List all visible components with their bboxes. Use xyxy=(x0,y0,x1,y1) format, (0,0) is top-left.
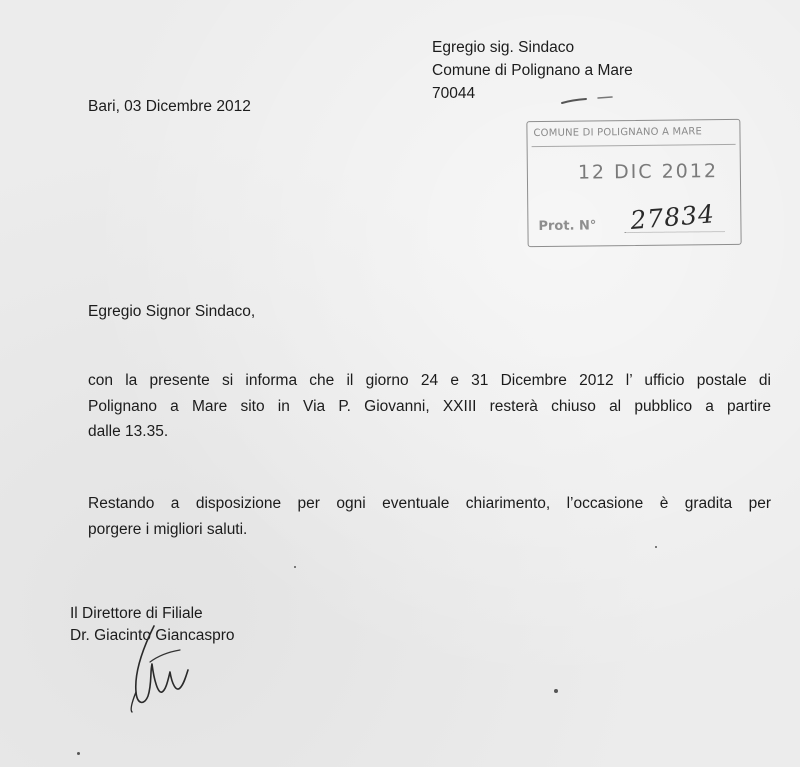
recipient-line-2: Comune di Polignano a Mare xyxy=(432,62,633,79)
stamp-date: 12 DIC 2012 xyxy=(577,160,719,184)
stamp-divider xyxy=(532,144,736,147)
recipient-postcode: 70044 xyxy=(432,85,476,102)
body-paragraph-1-line-2: Polignano a Mare sito in Via P. Giovanni, XXIII resterà chiuso al pubblico a partire xyxy=(88,397,771,415)
stamp-header: COMUNE DI POLIGNANO A MARE xyxy=(533,126,703,140)
body-paragraph-1-line-1: con la presente si informa che il giorno 24 e 31 Dicembre 2012 l’ ufficio postale di xyxy=(88,372,771,389)
signoff-title: Il Direttore di Filiale xyxy=(70,605,203,622)
body-paragraph-2-line-2: porgere i migliori saluti. xyxy=(88,520,248,538)
body-paragraph-2-line-1: Restando a disposizione per ogni eventuale chiarimento, l’occasione è gradita per xyxy=(88,495,771,512)
ink-dot xyxy=(554,689,558,693)
pen-mark-icon xyxy=(560,93,620,107)
body-paragraph-1-line-3: dalle 13.35. xyxy=(88,423,169,440)
body-paragraph-2 xyxy=(88,491,771,542)
ink-dot xyxy=(294,566,296,568)
ink-dot xyxy=(655,546,657,548)
handwritten-signature-icon xyxy=(128,622,198,714)
protocol-stamp xyxy=(526,119,741,247)
signoff-name: Dr. Giacinto Giancaspro xyxy=(70,627,235,644)
body-paragraph-1 xyxy=(88,368,771,445)
stamp-prot-label: Prot. N° xyxy=(538,218,597,235)
stamp-prot-number: 27834 xyxy=(629,199,716,235)
ink-dot xyxy=(77,752,80,755)
salutation: Egregio Signor Sindaco, xyxy=(88,303,256,320)
recipient-line-1: Egregio sig. Sindaco xyxy=(432,39,575,56)
place-and-date: Bari, 03 Dicembre 2012 xyxy=(88,98,251,115)
